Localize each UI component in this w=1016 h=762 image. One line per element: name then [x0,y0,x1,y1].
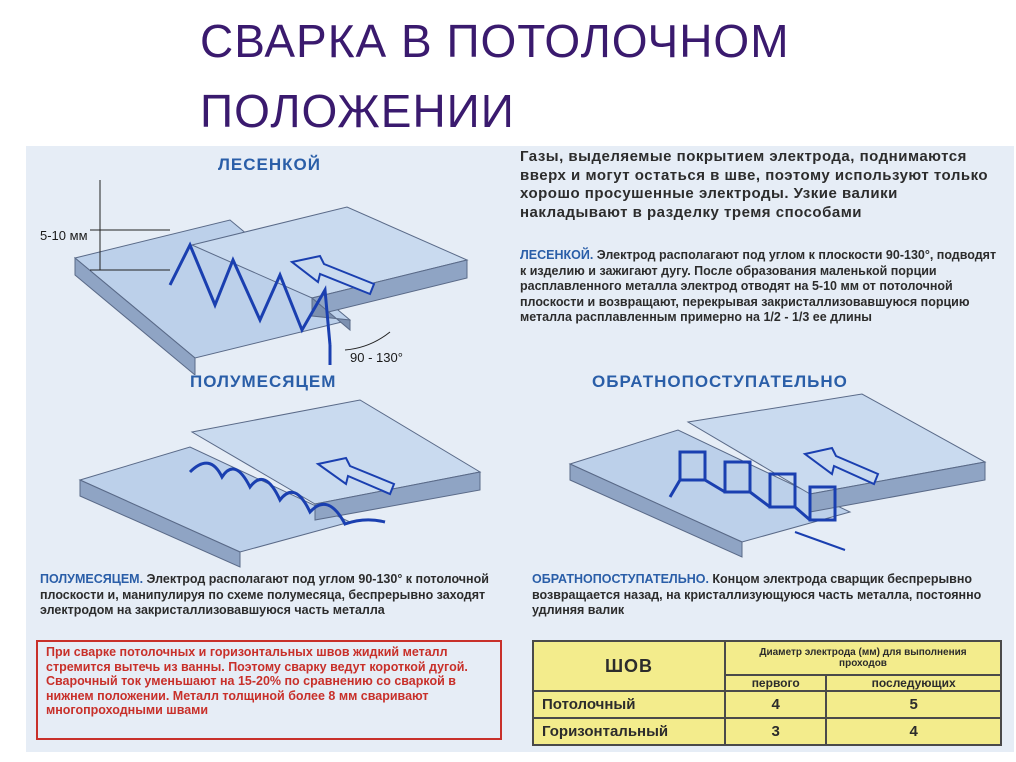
table-cell-next: 5 [826,691,1001,718]
ladder-description [520,248,1002,326]
reverse-step-description-lead: ОБРАТНОПОСТУПАТЕЛЬНО. [532,572,709,586]
intro-text: Газы, выделяемые покрытием электрода, поднимаются вверх и могут остаться в шве, поэтому используют только хорошо просушенные электроды. Узкие валики накладывают в разделку тремя способами [520,148,989,221]
table-cell-next: 4 [826,718,1001,745]
table-row [533,691,1001,718]
ladder-description-lead: ЛЕСЕНКОЙ. [520,248,594,262]
table-cell-first: 3 [725,718,826,745]
reverse-step-description [532,572,1002,619]
table-header-seam: ШОВ [533,641,725,691]
reverse-step-label: ОБРАТНОПОСТУПАТЕЛЬНО [592,372,848,391]
angle-dimension: 90 - 130° [350,350,403,365]
page-title-line1: СВАРКА В ПОТОЛОЧНОМ [200,15,790,67]
page-title-line2: ПОЛОЖЕНИИ [200,85,515,137]
table-row [533,718,1001,745]
crescent-description [40,572,506,619]
table-header-diameter: Диаметр электрода (мм) для выполнения проходов [725,641,1001,675]
ladder-label: ЛЕСЕНКОЙ [218,155,321,174]
table-header-first: первого [725,675,826,691]
table-header-next: последующих [826,675,1001,691]
reverse-step-diagram [560,392,1005,570]
crescent-description-lead: ПОЛУМЕСЯЦЕМ. [40,572,144,586]
table-cell-seam: Горизонтальный [533,718,725,745]
ladder-description-body: Электрод располагают под углом к плоскости 90-130°, подводят к изделию и зажигают дугу. После образования маленькой порции расплавленного металла электрод отводят на 5-10 мм от потолочной плоскости и возвращают, перекрывая закристаллизовавшуюся порцию металла расплавленным примерно на 1/2 - 1/3 ее длины [520,248,997,324]
crescent-description-body: Электрод располагают под углом 90-130° к потолочной плоскости и, манипулируя по схеме полумесяца, беспрерывно заходят электродом на закристаллизовавшуюся часть металла [40,572,489,617]
table-cell-seam: Потолочный [533,691,725,718]
crescent-label: ПОЛУМЕСЯЦЕМ [190,372,337,391]
crescent-diagram [60,392,510,570]
thickness-dimension: 5-10 мм [40,228,88,243]
ladder-diagram [30,170,510,375]
table-cell-first: 4 [725,691,826,718]
reverse-step-description-body: Концом электрода сварщик беспрерывно возвращается назад, на кристаллизующуюся часть металла, постоянно удлиняя валик [532,572,982,617]
electrode-diameter-table [532,640,1002,746]
warning-note: При сварке потолочных и горизонтальных швов жидкий металл стремится вытечь из ванны. Поэтому сварку ведут короткой дугой. Сварочный ток уменьшают на 15-20% по сравнению со сваркой в нижнем положении. Металл толщиной более 8 мм сваривают многопроходными швами [36,640,502,740]
